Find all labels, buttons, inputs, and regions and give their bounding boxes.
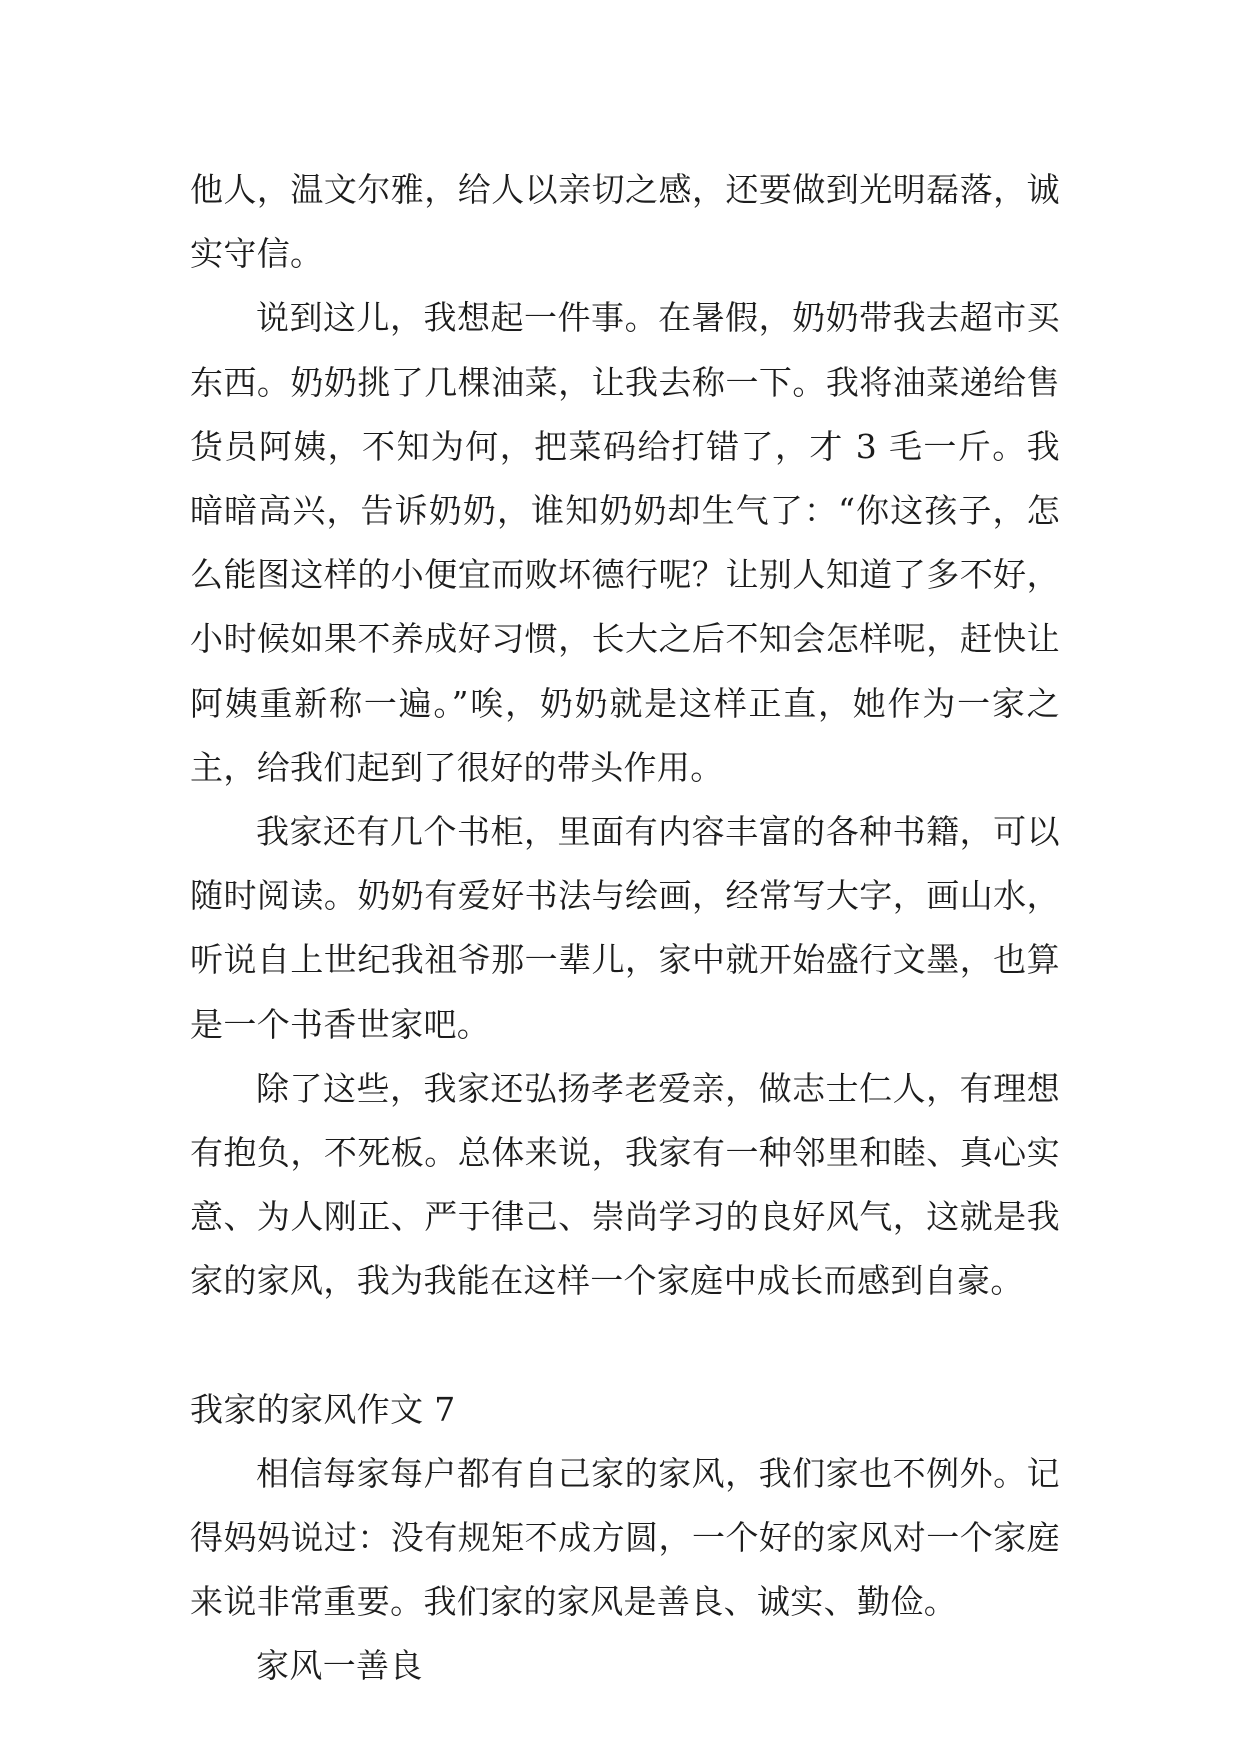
paragraph-family-values: 除了这些，我家还弘扬孝老爱亲，做志士仁人，有理想有抱负，不死板。总体来说，我家有一种邻里和睦、真心实意、为人刚正、严于律己、崇尚学习的良好风气，这就是我家的家风，我为我能在这样一个家庭中成长而感到自豪。 <box>190 1068 1060 1301</box>
paragraph-continued: 他人，温文尔雅，给人以亲切之感，还要做到光明磊落，诚实守信。 <box>190 170 1060 274</box>
section-title: 我家的家风作文 7 <box>190 1389 456 1429</box>
paragraph-intro: 相信每家每户都有自己家的家风，我们家也不例外。记得妈妈说过：没有规矩不成方圆，一个好的家风对一个家庭来说非常重要。我们家的家风是善良、诚实、勤俭。 <box>190 1453 1060 1622</box>
section-gap <box>190 1314 1060 1378</box>
paragraph-supermarket-story: 说到这儿，我想起一件事。在暑假，奶奶带我去超市买东西。奶奶挑了几棵油菜，让我去称一下。我将油菜递给售货员阿姨，不知为何，把菜码给打错了，才 3 毛一斤。我暗暗高兴，告诉奶奶，谁知奶奶却生气了：“你这孩子，怎么能图这样的小便宜而败坏德行呢？让别人知道了多不好，小时候如果不养成好习惯，长大之后不知会怎样呢，赶快让阿姨重新称一遍。”唉，奶奶就是这样正直，她作为一家之主，给我们起到了很好的带头作用。 <box>190 298 1060 787</box>
paragraph-subheading-kindness: 家风一善良 <box>256 1646 423 1686</box>
document-body <box>190 158 1060 1699</box>
paragraph-bookshelf: 我家还有几个书柜，里面有内容丰富的各种书籍，可以随时阅读。奶奶有爱好书法与绘画，经常写大字，画山水，听说自上世纪我祖爷那一辈儿，家中就开始盛行文墨，也算是一个书香世家吧。 <box>190 812 1060 1044</box>
